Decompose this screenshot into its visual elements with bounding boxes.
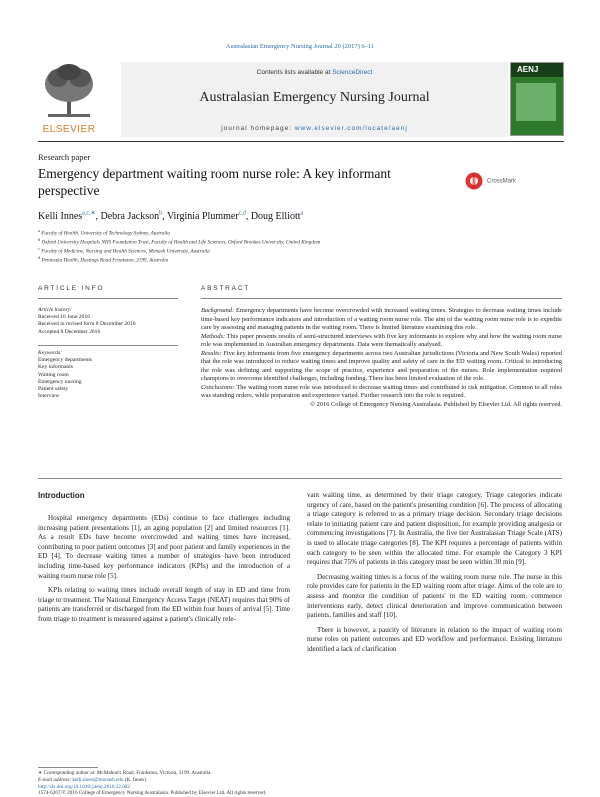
article-history — [38, 307, 178, 336]
cover-label: AENJ — [517, 65, 539, 74]
divider — [38, 478, 562, 479]
article-type: Research paper — [38, 152, 91, 162]
history-item: Received in revised form 8 December 2016 — [38, 321, 136, 328]
contents-line — [121, 69, 508, 76]
article-title: Emergency department waiting room nurse role: A key informant perspective — [38, 166, 391, 198]
keyword: Emergency departments — [38, 357, 93, 364]
affiliation: $^d$ Peninsula Health, Hastings Road Frankston, 3199, Australia — [38, 255, 169, 264]
body-paragraph: KPIs relating to waiting times include overall length of stay in ED and time from triage to treatment. The National Emergency Access Target (NEAT) requires that 90% of patients are transferred or discharged from the ED within four hours of arrival [5]. Time from triage to treatment is measured against a patient's clinically rele- — [38, 586, 290, 623]
body-right-column — [307, 491, 562, 655]
copyright: © 2016 College of Emergency Nursing Australasia. Published by Elsevier Ltd. All rights reserved. — [310, 400, 562, 408]
keywords-label: Keywords: — [38, 350, 63, 356]
keyword: Emergency nursing — [38, 378, 82, 385]
abstract-header: ABSTRACT — [201, 285, 251, 292]
keyword: Key informants — [38, 364, 73, 371]
sciencedirect-link[interactable]: ScienceDirect — [332, 69, 373, 76]
corresponding-author-note: ∗ Corresponding author at: McMahon's Road, Frankston, Victoria, 3199. Australia. — [38, 770, 212, 776]
body-paragraph: vant waiting time, as determined by their triage category. Triage categories indicate urgency of care, based on the patient's presenting condition [6]. The process of allocating a triage category is referred to as a primary triage decision. Secondary triage decisions relate to initiating patient care and patient disposition, for example providing analgesia or commencing investigations [7]. In Australia, the five tier Australasian Triage Scale (ATS) is used to allocate triage categories [8]. The KPI requires a percentage of patients within each category to be seen within the allocated time. For example the Category 3 KPI requires that 75% of patients in this category must be seen within 30 min [9]. — [307, 491, 562, 567]
affiliation: $^b$ Oxford University Hospitals NHS Foundation Trust, Faculty of Health and Life Sciences, Oxford Brookes University, United Kingdom — [38, 237, 321, 246]
abstract-section: Results: Five key informants from five emergency departments across two Australian jurisdictions (Victoria and New South Wales) reported that the role was introduced to reduce waiting times and improve quality and safety of care in the ED waiting room. Critical to introducing the role was defining and supporting the scope of practice, experience and preparation of the nurses. Role implementation required champions to overcome identified challenges, including funding. There has been limited evaluation of the role. — [201, 349, 562, 382]
section-heading: Introduction — [38, 491, 85, 500]
body-left-column — [38, 514, 290, 625]
author[interactable]: Debra Jackson$^b$, — [100, 211, 167, 223]
author[interactable]: Doug Elliott$^a$ — [250, 211, 304, 223]
affiliation: $^c$ Faculty of Medicine, Nursing and Health Sciences, Monash University, Australia — [38, 246, 210, 255]
keyword: Waiting room — [38, 371, 69, 378]
email-note: E-mail address: kelli.innes@monash.edu (K. Innes). — [38, 777, 148, 783]
body-paragraph: There is however, a paucity of literature in relation to the impact of waiting room nurse roles on patient outcomes and ED workflow and performance. Existing literature identified a lack of clarification — [307, 625, 562, 653]
email-link[interactable]: kelli.innes@monash.edu — [72, 777, 124, 783]
author[interactable]: Virginia Plummer$^{c,d}$, — [166, 211, 251, 223]
journal-cover-thumbnail — [510, 62, 564, 136]
doi-link[interactable]: http://dx.doi.org/10.1016/j.aenj.2016.12.002 — [38, 784, 130, 790]
author[interactable]: Kelli Innes$^{a,c,∗}$, — [38, 211, 101, 223]
divider — [38, 298, 178, 299]
journal-title: Australasian Emergency Nursing Journal — [199, 90, 430, 105]
footnote-rule — [38, 767, 98, 768]
body-paragraph: Hospital emergency departments (EDs) continue to face challenges including increasing patient presentations [1], an aging population [2] and limited resources [1]. As a result EDs have become overcrowded and waiting times have increased, contributing to poor patient outcomes [3] and poor patient and family experiences in the ED [4]. To decrease waiting times a number of strategies have been introduced including time-based key performance indicators (KPIs) and the introduction of a waiting room nurse role [5]. — [38, 514, 290, 580]
abstract-section: Background: Emergency departments have become overcrowded with increased waiting times. Strategies to decrease waiting times include time-based key performance indicators and introduction of a waiting room nurse role. The aim of the waiting room nurse role is to expedite care by assessing and managing patients in the waiting room. There is limited literature examining this role. — [201, 307, 562, 331]
history-item: Accepted 8 December 2016 — [38, 328, 101, 335]
journal-citation-link[interactable]: Australasian Emergency Nursing Journal 20 (2017) 6–11 — [225, 43, 375, 50]
contents-prefix: Contents lists available at — [256, 69, 331, 76]
abstract-body — [201, 307, 562, 409]
journal-homepage-line — [121, 125, 508, 132]
crossmark-label: CrossMark — [487, 178, 517, 185]
masthead-rule — [38, 141, 564, 142]
history-item: Received 16 June 2016 — [38, 314, 91, 321]
elsevier-wordmark: ELSEVIER — [42, 124, 96, 135]
crossmark-badge[interactable] — [465, 172, 557, 190]
body-paragraph: Decreasing waiting times is a focus of the waiting room nurse role. The nurse in this role provides care for patients in the ED waiting room after triage. Aims of the role are to assess and monitor the condition of patients' in the ED waiting room, commence interventions early, detect clinical deterioration and improve communication between patients, families and staff [10]. — [307, 572, 562, 620]
issn-line: 1574-6267/© 2016 College of Emergency Nursing Australasia. Published by Elsevier Ltd. All rights reserved. — [38, 790, 267, 796]
crossmark-icon — [465, 172, 483, 190]
homepage-prefix: journal homepage: — [221, 125, 293, 132]
keyword: Patient safety — [38, 386, 69, 393]
article-info-header: ARTICLE INFO — [38, 285, 105, 292]
abstract-section: Conclusions: The waiting room nurse role was introduced to decrease waiting times and contributed to risk mitigation. Common to all roles was standing orders, while preparation and experience varied. Further research into the role is required. — [201, 383, 562, 399]
divider — [38, 345, 178, 346]
keyword: Interview — [38, 393, 60, 400]
abstract-section: Methods: This paper presents results of semi-structured interviews with five key informants to explore why and how the waiting room nurse role was implemented in Australian emergency departments. Data were thematically analysed. — [201, 332, 563, 348]
author-list — [38, 210, 303, 222]
history-label: Article history: — [38, 307, 73, 313]
masthead — [38, 62, 564, 137]
affiliation: $^a$ Faculty of Health, University of Technology Sydney, Australia — [38, 228, 170, 237]
journal-banner — [121, 62, 508, 137]
homepage-url-link[interactable]: www.elsevier.com/locate/aenj — [294, 125, 408, 132]
divider — [201, 298, 562, 299]
elsevier-tree-logo — [38, 62, 118, 137]
keywords — [38, 350, 178, 400]
